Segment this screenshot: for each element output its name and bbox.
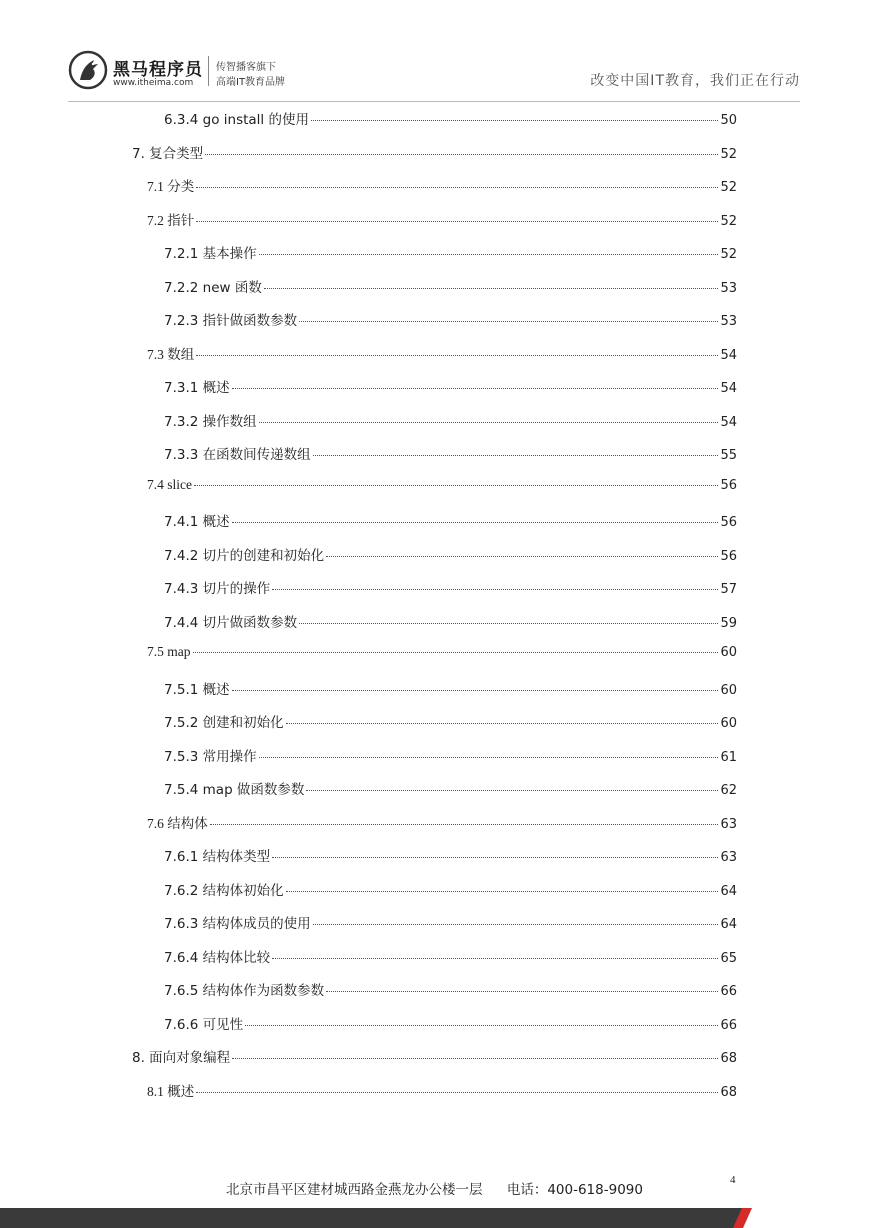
toc-dot-leader [306, 790, 718, 791]
toc-entry-page: 60 [720, 716, 737, 731]
toc-entry-page: 59 [720, 615, 737, 631]
toc-entry-page: 57 [720, 582, 737, 597]
footer-bar [0, 1208, 869, 1228]
toc-entry[interactable] [147, 209, 737, 229]
toc-dot-leader [326, 556, 718, 557]
toc-entry[interactable] [164, 410, 737, 430]
toc-dot-leader [196, 187, 718, 188]
toc-entry-page: 53 [720, 314, 737, 329]
toc-dot-leader [193, 652, 719, 653]
toc-dot-leader [264, 288, 719, 289]
toc-dot-leader [313, 924, 719, 925]
toc-entry-page: 60 [720, 682, 737, 698]
toc-entry[interactable] [132, 1046, 737, 1066]
toc-entry-label: 7.4.1 概述 [164, 514, 230, 530]
toc-entry[interactable] [164, 946, 737, 966]
header-slogan: 改变中国IT教育，我们正在行动 [590, 73, 800, 89]
toc-entry-page: 52 [720, 180, 737, 195]
page-number: 4 [730, 1174, 736, 1186]
toc-entry-label: 7.6.4 结构体比较 [164, 949, 271, 966]
toc-dot-leader [232, 522, 719, 523]
toc-entry[interactable] [164, 711, 737, 731]
toc-entry-label: 7.3 数组 [147, 346, 195, 362]
toc-dot-leader [245, 1025, 718, 1026]
toc-entry-label: 7.6.3 结构体成员的使用 [164, 916, 311, 932]
toc-entry-page: 53 [720, 280, 737, 296]
toc-entry-page: 66 [720, 984, 737, 999]
toc-entry[interactable] [164, 309, 737, 329]
toc-dot-leader [210, 824, 719, 825]
toc-dot-leader [272, 589, 718, 590]
toc-dot-leader [272, 857, 718, 858]
toc-dot-leader [205, 154, 718, 155]
toc-entry-page: 54 [720, 381, 737, 396]
toc-entry-page: 54 [720, 347, 737, 363]
toc-entry-label: 7.5 map [147, 644, 191, 659]
toc-entry-page: 54 [720, 414, 737, 430]
toc-entry-page: 68 [720, 1051, 737, 1066]
toc-entry-label: 7.6.6 可见性 [164, 1016, 244, 1033]
toc-dot-leader [326, 991, 718, 992]
toc-entry-page: 65 [720, 950, 737, 966]
toc-entry-page: 68 [720, 1084, 737, 1100]
toc-entry-label: 7.6.5 结构体作为函数参数 [164, 983, 325, 999]
toc-entry-label: 7.2.1 基本操作 [164, 246, 257, 262]
toc-dot-leader [286, 891, 719, 892]
toc-entry-label: 8. 面向对象编程 [132, 1050, 231, 1066]
toc-entry-page: 50 [720, 113, 737, 128]
toc-dot-leader [196, 1092, 718, 1093]
toc-entry-page: 56 [720, 477, 737, 493]
toc-entry-page: 52 [720, 213, 737, 229]
toc-dot-leader [286, 723, 719, 724]
toc-entry-page: 55 [720, 448, 737, 463]
toc-entry[interactable] [147, 477, 737, 497]
toc-dot-leader [299, 321, 718, 322]
toc-entry-page: 60 [720, 645, 737, 660]
toc-dot-leader [299, 623, 718, 624]
toc-entry-page: 56 [720, 515, 737, 530]
toc-entry[interactable] [164, 611, 737, 631]
toc-dot-leader [272, 958, 718, 959]
toc-entry[interactable] [164, 108, 737, 128]
toc-dot-leader [232, 1058, 718, 1059]
toc-entry-label: 7.4.3 切片的操作 [164, 581, 271, 597]
toc-dot-leader [232, 690, 719, 691]
toc-entry[interactable] [132, 142, 737, 162]
toc-entry-page: 64 [720, 883, 737, 899]
toc-entry[interactable] [147, 175, 737, 195]
toc-entry-label: 7.6.2 结构体初始化 [164, 882, 284, 899]
toc-entry-page: 63 [720, 850, 737, 865]
toc-entry-label: 7.4.4 切片做函数参数 [164, 614, 298, 631]
toc-entry[interactable] [164, 544, 737, 564]
toc-entry[interactable] [164, 376, 737, 396]
toc-entry-page: 61 [720, 749, 737, 765]
brand-divider [208, 56, 209, 86]
toc-entry-label: 7.4 slice [147, 476, 192, 492]
toc-dot-leader [259, 254, 719, 255]
toc-entry-label: 7.5.3 常用操作 [164, 748, 257, 765]
toc-entry[interactable] [164, 510, 737, 530]
toc-entry-label: 6.3.4 go install 的使用 [164, 112, 309, 128]
footer-phone: 电话：400-618-9090 [506, 1182, 643, 1198]
header-rule [68, 101, 800, 102]
toc-entry-label: 7.4.2 切片的创建和初始化 [164, 547, 325, 564]
toc-entry-label: 7.6 结构体 [147, 815, 208, 831]
toc-entry-page: 64 [720, 917, 737, 932]
brand-name: 黑马程序员 [113, 60, 203, 80]
toc-entry[interactable] [147, 644, 737, 664]
footer-address: 北京市昌平区建材城西路金燕龙办公楼一层 [226, 1182, 483, 1198]
toc-entry[interactable] [147, 343, 737, 363]
toc-entry[interactable] [164, 745, 737, 765]
toc-entry[interactable] [164, 979, 737, 999]
toc-entry-label: 7.3.2 操作数组 [164, 413, 257, 430]
toc-entry[interactable] [164, 242, 737, 262]
toc-dot-leader [194, 485, 718, 486]
toc-entry[interactable] [164, 879, 737, 899]
toc-entry-label: 7.5.1 概述 [164, 681, 230, 698]
toc-dot-leader [259, 422, 719, 423]
toc-entry-page: 56 [720, 548, 737, 564]
toc-entry-label: 7.2.2 new 函数 [164, 279, 262, 296]
footer-address-line [0, 1178, 869, 1198]
toc-entry[interactable] [147, 812, 737, 832]
page-header [0, 0, 869, 104]
toc-entry-page: 63 [720, 816, 737, 832]
toc-entry-label: 7. 复合类型 [132, 145, 204, 162]
toc-entry[interactable] [164, 276, 737, 296]
toc-entry[interactable] [164, 577, 737, 597]
toc-entry-label: 7.6.1 结构体类型 [164, 849, 271, 865]
toc-dot-leader [196, 221, 718, 222]
brand-url: www.itheima.com [113, 78, 194, 88]
toc-entry[interactable] [164, 845, 737, 865]
toc-entry-label: 7.3.3 在函数间传递数组 [164, 447, 311, 463]
toc-entry-label: 7.5.4 map 做函数参数 [164, 782, 305, 798]
horse-logo-icon [68, 50, 108, 90]
toc-entry-label: 7.2 指针 [147, 212, 195, 228]
tagline-line1: 传智播客旗下 [216, 62, 276, 73]
toc-dot-leader [259, 757, 719, 758]
toc-dot-leader [313, 455, 719, 456]
toc-dot-leader [311, 120, 718, 121]
toc-entry-page: 66 [720, 1017, 737, 1033]
toc-entry-page: 52 [720, 247, 737, 262]
toc-entry-label: 7.5.2 创建和初始化 [164, 715, 284, 731]
toc-entry[interactable] [164, 443, 737, 463]
tagline-line2: 高端IT教育品牌 [216, 77, 286, 88]
toc-entry-page: 52 [720, 146, 737, 162]
toc-entry[interactable] [164, 1013, 737, 1033]
toc-entry-page: 62 [720, 783, 737, 798]
toc-entry[interactable] [164, 678, 737, 698]
toc-entry[interactable] [147, 1080, 737, 1100]
toc-dot-leader [232, 388, 719, 389]
toc-dot-leader [196, 355, 718, 356]
toc-entry[interactable] [164, 912, 737, 932]
toc-entry-label: 7.1 分类 [147, 179, 195, 194]
toc-entry[interactable] [164, 778, 737, 798]
toc-entry-label: 7.2.3 指针做函数参数 [164, 313, 298, 329]
toc-entry-label: 8.1 概述 [147, 1083, 195, 1099]
toc-entry-label: 7.3.1 概述 [164, 380, 230, 396]
